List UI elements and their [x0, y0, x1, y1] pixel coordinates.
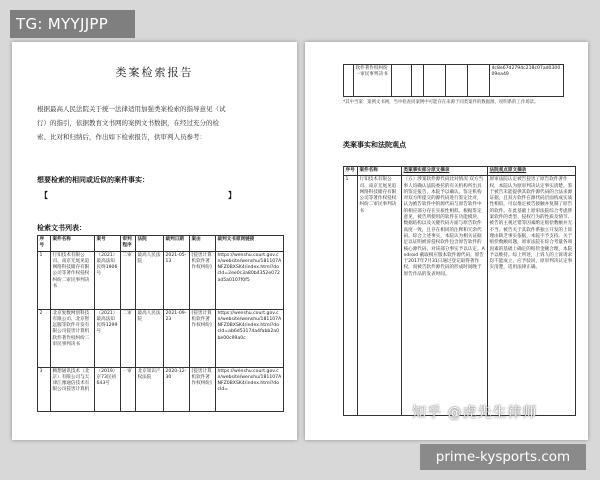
cell-cause: [侵害计算机软件著作权纠纷] — [190, 251, 216, 309]
table-header-row — [344, 167, 576, 176]
cell-procedure: 二审 — [121, 251, 136, 309]
cell-court — [424, 65, 446, 97]
cell-opinion: 原审法院认定被告侵害了原告软件著作权，本院认为原审判决认定事实清楚。鉴于被告未能提供其软件源代码的合法来源证据，且双方软件在源代码层面构成实质性相似，可以推定被告接触并复制了原告的软件。在此基础上原审法院综合考虑涉案软件的类型、侵权行为的性质及情节、被告的主观过错等因素酌定赔偿数额并无不当。被告关于其软件系独立开发的上诉理由缺乏事实依据，本院不予支持。关于赔偿数额问题，原审法院在综合考量各项因素的基础上确定的赔偿金额合理，本院予以维持。综上所述，上诉人的上诉请求均不能成立，应予驳回，原审判决认定事实清楚，适用法律正确。 — [488, 176, 576, 416]
cell-facts: （五）涉案软件源代码比对情况 双方当事人均确认法院委托的有关机构所出具的鉴定报告，本院予以确认。鉴定机构对双方所提交的源代码进行鉴定比对，认为被告软件中的源代码与原告软件中的相应部分存在实质性相似。根据鉴定意见，被告所使用的软件在功能模块、数据结构以及关键代码方面与原告软件高度一致，且存在相同的注释和冗余代码。综合上述事实，本院认为相关证据足以证明被诉侵权软件包含原告软件的核心源代码，对该部分事实予以认定。Android 截取相应版本软件源代码，原告于2017年7月31日通过登记取得著作权，而被告软件源代码的形成时间晚于原告作品的发表时间。 — [402, 176, 488, 416]
cell-case-number: （2021）最高法知民终1299号 — [95, 309, 121, 367]
table-header-row — [38, 236, 284, 252]
cell-date: 2020-12-30 — [164, 367, 190, 411]
header-cell: 法院 — [136, 236, 164, 252]
cell-case-number: （2021）最高法知民终1906号 — [95, 251, 121, 309]
cell-case-name: 软件著作权纠纷一审民事判决书 — [354, 65, 392, 97]
cell-date: 2021-09-23 — [164, 309, 190, 367]
case-list-table — [37, 235, 284, 412]
table-row — [344, 176, 576, 416]
table-row — [344, 65, 564, 97]
cell-court: 北京知识产权法院 — [136, 367, 164, 411]
cell-number: 1 — [38, 251, 51, 309]
question-heading: 想要检索的相同或近似的案件事实： — [37, 176, 149, 184]
cell-court: 最高人民法院 — [136, 251, 164, 309]
cell-case-name: 行知技术有限公司、南京无尾见追网络科技储存有限公司等著作权侵权纠纷二审民事判决书 — [358, 176, 402, 416]
header-cell: 裁判文书原网链接 — [216, 236, 284, 252]
cell-number: 1 — [344, 176, 358, 416]
cell-link[interactable]: 4c8e67d2794c218c07ad030009ea49 — [490, 65, 564, 97]
cell-number: 3 — [38, 367, 51, 411]
cell-number: 2 — [38, 309, 51, 367]
zhihu-watermark: 知乎 @虎先生律师 — [412, 405, 538, 421]
cell-case-number — [392, 65, 412, 97]
header-cell: 序号 — [38, 236, 51, 252]
table-row — [38, 251, 284, 309]
site-url-badge: prime-kysports.com — [420, 444, 586, 470]
list-heading: 检索文书列表： — [37, 224, 86, 232]
intro-line-2: 行）的指引，依据教育文书网的案例文书数据，在经过充分的检 — [37, 119, 219, 127]
cell-procedure — [412, 65, 424, 97]
facts-opinions-table — [343, 166, 576, 416]
header-cell: 序号 — [344, 167, 358, 176]
cell-case-number: （2019）京73民初643号 — [95, 367, 121, 411]
table-row — [38, 367, 284, 411]
cell-date — [446, 65, 468, 97]
bracket-close: 】 — [228, 191, 236, 200]
intro-line-1: 根据最高人民法院关于统一法律适用加强类案检索的指导意见（试 — [37, 105, 226, 113]
header-cell: 类案事实部分原文摘录 — [402, 167, 488, 176]
header-cell: 法院观点原文摘录 — [488, 167, 576, 176]
cell-case-name: 北京复数网创科技有限公司、北京智远服等软件开发有限公司侵害计算机软件著作权纠纷二审民事判决书 — [51, 309, 95, 367]
header-cell: 案件名称 — [51, 236, 95, 252]
cell-cause — [468, 65, 490, 97]
intro-line-3: 索、比对和归纳后，作出如下检索报告，供审判人员参考： — [37, 133, 206, 141]
cell-link[interactable]: https://wenshu.court.gov.cn/website/wenshu/181107ANFZ0BXSK4/index.html?docId=ab6d53174a4fabb2a0be00c99a0c — [216, 309, 284, 367]
report-page-left — [12, 42, 297, 440]
cell-link[interactable]: https://wenshu.court.gov.cn/website/wenshu/181107ANFZ0BXSK4/index.html?docId=2ee0c3a80b4352e072ad5a0107f0f5 — [216, 251, 284, 309]
cell-procedure: 一审 — [121, 367, 136, 411]
report-title: 类案检索报告 — [115, 66, 194, 79]
header-cell: 案号 — [95, 236, 121, 252]
header-cell: 案由 — [190, 236, 216, 252]
cell-date: 2021-05-13 — [164, 251, 190, 309]
table-row — [38, 309, 284, 367]
source-tag-badge: TG: MYYJJPP — [10, 10, 135, 38]
cell-number — [344, 65, 354, 97]
report-page-right — [305, 42, 588, 440]
cell-link[interactable]: https://wenshu.court.gov.cn/website/wenshu/181107ANFZ0BXSK4/index.html?docId= — [216, 367, 284, 411]
cell-case-name: 行知技术有限公司、南京无尾见追网络科技储存有限公司等著作权侵权纠纷二审民事判决书 — [51, 251, 95, 309]
cell-cause: [侵害计算机软件著作权纠纷] — [190, 367, 216, 411]
cell-procedure: 二审 — [121, 309, 136, 367]
cell-cause: [侵害计算机软件著作权纠纷] — [190, 309, 216, 367]
section-heading: 类案事实和法院观点 — [343, 141, 406, 149]
bracket-open: 【 — [40, 191, 48, 200]
table-footnote: *其中当案：案例文书网，当中检查同案例中可能存在来源于同类案件的数据源，说明系的工作场景。 — [343, 100, 539, 105]
header-cell: 审判程序 — [121, 236, 136, 252]
header-cell: 案件名称 — [358, 167, 402, 176]
cell-court: 最高人民法院 — [136, 309, 164, 367]
continued-table — [343, 64, 564, 97]
intro-paragraph — [37, 102, 282, 144]
cell-case-name: 腾想通讯技术（北京）有限公司与天津江豫通信技术有限公司侵害计算机 — [51, 367, 95, 411]
header-cell: 裁判日期 — [164, 236, 190, 252]
